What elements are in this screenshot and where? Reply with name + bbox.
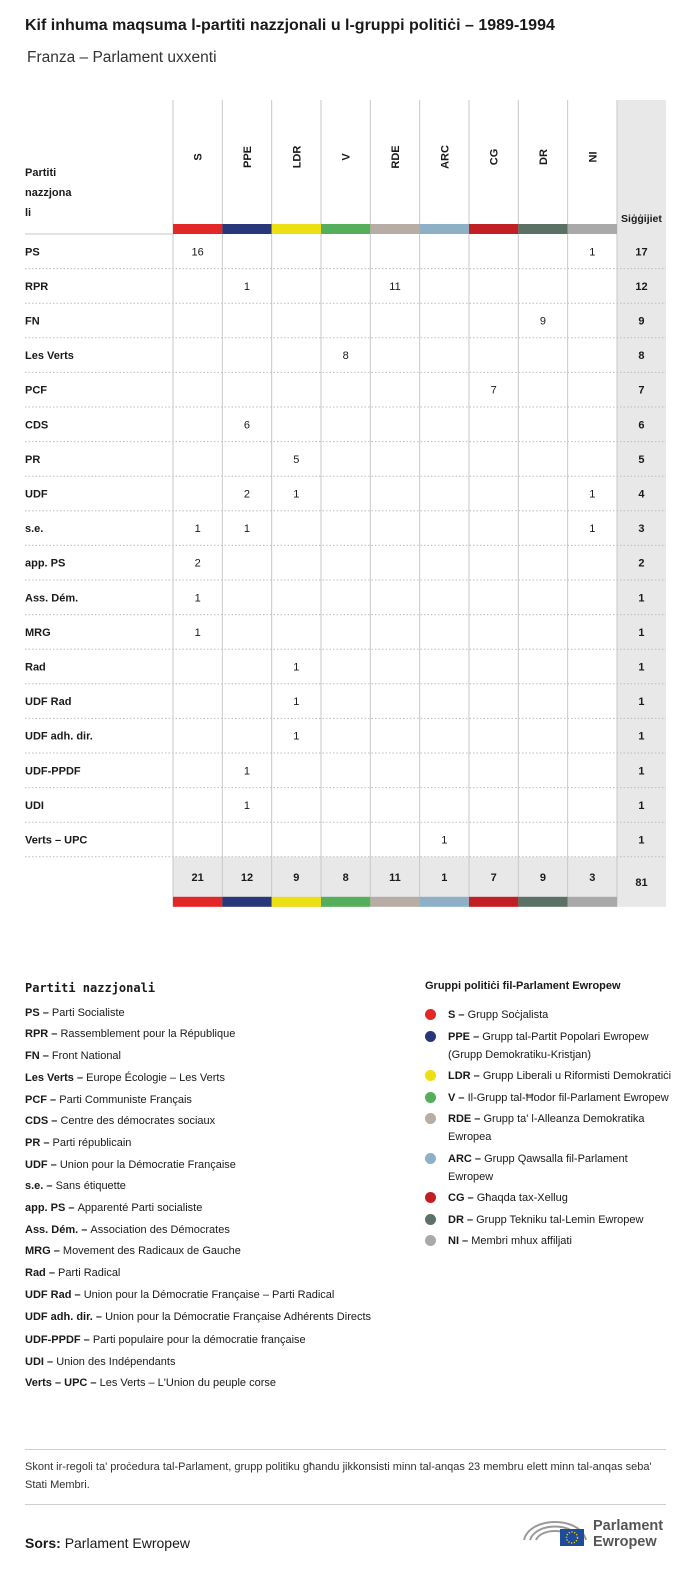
- column-header-ni: NI: [587, 151, 600, 163]
- legend-group-name: Grupp Tekniku tal-Lemin Ewropew: [476, 1213, 644, 1226]
- row-label: app. PS: [25, 557, 66, 570]
- legend-party-abbr: UDF Rad –: [25, 1288, 84, 1301]
- group-color-top-ldr: [272, 224, 321, 234]
- legend-group-name: Grupp tal-Partit Popolari Ewropew (Grupp Demokratiku-Kristjan): [448, 1030, 649, 1061]
- source-value: Parlament Ewropew: [64, 1535, 190, 1551]
- footnote: Skont ir-regoli ta' proċedura tal-Parlament, grupp politiku għandu jikkonsisti minn tal-anqas 23 membru elett minn tal-anqas seba' Stati Membri.: [25, 1449, 666, 1505]
- legend-party-abbr: PS –: [25, 1006, 52, 1019]
- row-total: 9: [638, 315, 645, 328]
- legend-party-item: [25, 1111, 385, 1133]
- group-color-top-v: [321, 224, 370, 234]
- column-total: 9: [539, 871, 547, 884]
- group-color-bottom-rde: [370, 897, 419, 907]
- legend-party-item: [25, 1024, 385, 1046]
- legend-group-item: [425, 1189, 675, 1207]
- column-header-arc: ARC: [439, 145, 452, 169]
- row-total: 4: [638, 488, 645, 501]
- group-color-top-cg: [469, 224, 518, 234]
- legend-party-item: [25, 1155, 385, 1177]
- row-label: RPR: [25, 280, 49, 293]
- legend-party-name: Parti républicain: [52, 1136, 132, 1149]
- column-header-dr: DR: [537, 149, 550, 165]
- total-header-label: Siġġijiet: [621, 213, 662, 225]
- column-total: 12: [240, 871, 254, 884]
- page-title: Kif inhuma maqsuma l-partiti nazzjonali u l-gruppi politiċi – 1989-1994: [25, 17, 555, 34]
- row-total: 1: [638, 765, 645, 778]
- column-total: 3: [589, 871, 596, 884]
- legend-party-item: [25, 1307, 385, 1331]
- legend-party-item: [25, 1373, 385, 1395]
- cell-value: 16: [191, 246, 204, 259]
- cell-value: 1: [194, 592, 201, 605]
- group-color-bottom-v: [321, 897, 370, 907]
- legend-color-dot-icon: [425, 1113, 436, 1124]
- legend-party-name: Apparenté Parti socialiste: [77, 1202, 203, 1215]
- legend-party-name: Movement des Radicaux de Gauche: [62, 1245, 241, 1258]
- legend-group-abbr: LDR –: [448, 1070, 483, 1082]
- source: [25, 1535, 190, 1551]
- row-label: s.e.: [25, 523, 44, 536]
- legend-party-abbr: FN –: [25, 1050, 52, 1063]
- legend-party-name: Union pour la Démocratie Française Adhérents Directs: [105, 1310, 372, 1323]
- legend-party-abbr: UDF –: [25, 1158, 60, 1171]
- legend-party-name: Union pour la Démocratie Française: [59, 1158, 236, 1171]
- column-total: 9: [293, 871, 300, 884]
- legend-party-item: [25, 1285, 385, 1307]
- cell-value: 1: [194, 626, 201, 639]
- legend-party-item: [25, 1263, 385, 1285]
- row-label: UDI: [25, 799, 44, 812]
- row-label: UDF-PPDF: [25, 765, 81, 778]
- legend-party-item: [25, 1046, 385, 1068]
- group-color-top-ppe: [222, 224, 271, 234]
- row-header-label: li: [25, 207, 32, 219]
- legend-color-dot-icon: [425, 1192, 436, 1203]
- group-color-top-dr: [518, 224, 567, 234]
- group-color-bottom-cg: [469, 897, 518, 907]
- cell-value: 1: [293, 661, 300, 674]
- row-label: Les Verts: [25, 350, 74, 363]
- legend-party-abbr: Verts – UPC –: [25, 1377, 100, 1390]
- legend-group-abbr: RDE –: [448, 1113, 484, 1125]
- legend-party-item: [25, 1352, 385, 1374]
- legend-group-name: Grupp Qawsalla fil-Parlament Ewropew: [448, 1152, 628, 1183]
- group-color-bottom-ldr: [272, 897, 321, 907]
- legend-group-item: [425, 1110, 675, 1146]
- row-total: 1: [638, 834, 645, 847]
- cell-value: 1: [589, 488, 596, 501]
- row-total: 1: [638, 592, 645, 605]
- row-total: 3: [638, 523, 645, 536]
- row-label: UDF Rad: [25, 696, 72, 709]
- grand-total: 81: [635, 876, 648, 889]
- cell-value: 1: [293, 488, 300, 501]
- legend-group-item: [425, 1150, 675, 1186]
- row-total: 1: [638, 730, 645, 743]
- row-label: FN: [25, 315, 40, 328]
- legend-political-groups: [425, 980, 675, 1254]
- legend-group-name: Grupp ta' l-Alleanza Demokratika Ewropea: [448, 1113, 645, 1143]
- group-color-top-rde: [370, 224, 419, 234]
- legend-color-dot-icon: [425, 1235, 436, 1246]
- legend-group-abbr: PPE –: [448, 1030, 483, 1043]
- legend-groups-title: Gruppi politiċi fil-Parlament Ewropew: [425, 980, 621, 992]
- cell-value: 1: [293, 730, 300, 743]
- column-total: 21: [191, 871, 204, 884]
- legend-party-abbr: UDF-PPDF –: [25, 1334, 93, 1347]
- row-total: 5: [638, 453, 645, 466]
- source-label: Sors:: [25, 1535, 61, 1551]
- legend-group-item: [425, 1089, 675, 1107]
- european-parliament-logo: [522, 1510, 672, 1550]
- logo-line-1: Parlament: [593, 1518, 664, 1534]
- group-color-bottom-ni: [568, 897, 617, 907]
- row-label: PS: [25, 246, 40, 259]
- logo-line-2: Ewropew: [593, 1534, 657, 1550]
- legend-group-abbr: S –: [448, 1009, 468, 1021]
- row-total: 1: [638, 696, 645, 709]
- legend-color-dot-icon: [425, 1031, 436, 1042]
- legend-party-item: [25, 1003, 385, 1025]
- cell-value: 2: [194, 557, 201, 570]
- cell-value: 8: [342, 350, 349, 363]
- legend-group-abbr: NI –: [448, 1235, 472, 1247]
- legend-party-abbr: MRG –: [25, 1245, 63, 1258]
- cell-value: 6: [243, 419, 251, 432]
- legend-party-abbr: PR –: [25, 1136, 53, 1149]
- legend-color-dot-icon: [425, 1214, 436, 1225]
- legend-party-item: [25, 1068, 385, 1090]
- row-total: 6: [638, 419, 645, 432]
- legend-group-name: Għaqda tax-Xellug: [476, 1192, 568, 1204]
- cell-value: 1: [589, 523, 596, 536]
- legend-group-name: Il-Grupp tal-Ħodor fil-Parlament Ewropew: [467, 1091, 669, 1104]
- legend-group-name: Grupp Soċjalista: [467, 1009, 549, 1021]
- legend-party-abbr: s.e. –: [25, 1180, 56, 1193]
- legend-group-item: [425, 1211, 675, 1229]
- row-header-label: Partiti: [25, 167, 57, 179]
- legend-party-item: [25, 1198, 385, 1220]
- cell-value: 1: [243, 280, 251, 293]
- legend-group-abbr: ARC –: [448, 1152, 485, 1165]
- row-total: 7: [638, 384, 645, 397]
- row-total: 1: [638, 799, 645, 812]
- hemicycle-icon: [522, 1510, 588, 1550]
- legend-party-item: [25, 1220, 385, 1242]
- legend-group-name: Membri mhux affiljati: [471, 1235, 572, 1247]
- row-total: 2: [638, 557, 645, 570]
- row-label: CDS: [25, 419, 49, 432]
- legend-party-name: Europe Écologie – Les Verts: [86, 1071, 225, 1084]
- column-total: 8: [342, 871, 349, 884]
- cell-value: 2: [243, 488, 251, 501]
- legend-parties-title: Partiti nazzjonali: [25, 981, 156, 995]
- cell-value: 9: [539, 315, 547, 328]
- legend-party-name: Union des Indépendants: [56, 1355, 176, 1368]
- legend-party-name: Les Verts – L'Union du peuple corse: [99, 1377, 276, 1390]
- group-color-bottom-s: [173, 897, 222, 907]
- legend-party-abbr: app. PS –: [25, 1202, 78, 1215]
- legend-group-item: [425, 1006, 675, 1024]
- legend-group-abbr: CG –: [448, 1192, 477, 1204]
- legend-party-item: [25, 1241, 385, 1263]
- column-total: 11: [389, 871, 401, 884]
- legend-party-abbr: Rad –: [25, 1267, 59, 1280]
- legend-party-item: [25, 1133, 385, 1155]
- legend-party-name: Sans étiquette: [55, 1180, 126, 1193]
- row-total: 12: [635, 280, 648, 293]
- legend-party-abbr: Ass. Dém. –: [25, 1223, 91, 1236]
- group-color-top-ni: [568, 224, 617, 234]
- legend-party-name: Association des Démocrates: [90, 1223, 230, 1236]
- cell-value: 1: [293, 696, 300, 709]
- legend-group-item: [425, 1232, 675, 1250]
- group-color-bottom-arc: [420, 897, 469, 907]
- cell-value: 1: [243, 765, 251, 778]
- legend-group-item: [425, 1028, 675, 1064]
- legend-party-abbr: PCF –: [25, 1093, 60, 1106]
- legend-party-name: Union pour la Démocratie Française – Parti Radical: [83, 1288, 335, 1301]
- legend-party-item: [25, 1090, 385, 1112]
- legend-group-name: Grupp Liberali u Riformisti Demokratiċi: [482, 1070, 672, 1082]
- column-header-cg: CG: [488, 148, 501, 166]
- row-total: 1: [638, 626, 645, 639]
- column-header-s: S: [192, 153, 205, 161]
- legend-party-abbr: UDF adh. dir. –: [25, 1310, 106, 1323]
- legend-party-abbr: UDI –: [25, 1355, 57, 1368]
- legend-party-abbr: RPR –: [25, 1028, 61, 1041]
- legend-color-dot-icon: [425, 1070, 436, 1081]
- legend-party-name: Front National: [51, 1050, 121, 1063]
- legend-national-parties: [25, 978, 385, 1395]
- legend-party-abbr: CDS –: [25, 1115, 61, 1128]
- row-label: Verts – UPC: [25, 834, 88, 847]
- row-total: 17: [635, 246, 648, 259]
- group-color-bottom-ppe: [222, 897, 271, 907]
- legend-party-name: Parti Socialiste: [51, 1006, 125, 1019]
- cell-value: 11: [389, 280, 401, 293]
- column-header-v: V: [340, 153, 353, 161]
- legend-party-name: Parti populaire pour la démocratie française: [92, 1334, 306, 1347]
- row-label: PR: [25, 453, 41, 466]
- legend-party-name: Rassemblement pour la République: [60, 1028, 236, 1041]
- column-header-ldr: LDR: [291, 145, 304, 169]
- row-total: 1: [638, 661, 645, 674]
- legend-color-dot-icon: [425, 1153, 436, 1164]
- legend-party-name: Centre des démocrates sociaux: [60, 1115, 216, 1128]
- column-total: 1: [441, 871, 448, 884]
- row-header-label: nazzjona: [25, 187, 72, 199]
- legend-group-item: [425, 1067, 675, 1085]
- cell-value: 1: [243, 523, 251, 536]
- legend-color-dot-icon: [425, 1092, 436, 1103]
- row-label: UDF: [25, 488, 48, 501]
- column-header-rde: RDE: [389, 145, 402, 169]
- cell-value: 5: [293, 453, 300, 466]
- cell-value: 1: [194, 523, 201, 536]
- page-subtitle: Franza – Parlament uxxenti: [27, 49, 217, 66]
- cell-value: 7: [490, 384, 497, 397]
- group-color-top-arc: [420, 224, 469, 234]
- legend-party-abbr: Les Verts –: [25, 1071, 87, 1084]
- legend-party-item: [25, 1176, 385, 1198]
- column-header-ppe: PPE: [241, 145, 254, 169]
- legend-party-name: Parti Communiste Français: [59, 1093, 192, 1106]
- row-total: 8: [638, 350, 645, 363]
- legend-party-item: [25, 1330, 385, 1352]
- row-label: PCF: [25, 384, 47, 397]
- row-label: Ass. Dém.: [25, 592, 79, 605]
- cell-value: 1: [243, 799, 251, 812]
- group-color-bottom-dr: [518, 897, 567, 907]
- cell-value: 1: [441, 834, 448, 847]
- row-label: UDF adh. dir.: [25, 730, 93, 743]
- row-label: MRG: [25, 626, 51, 639]
- column-total: 7: [490, 871, 497, 884]
- cell-value: 1: [589, 246, 596, 259]
- legend-color-dot-icon: [425, 1009, 436, 1020]
- legend-group-abbr: V –: [448, 1091, 468, 1104]
- row-label: Rad: [25, 661, 46, 674]
- legend-party-name: Parti Radical: [58, 1267, 121, 1280]
- legend-group-abbr: DR –: [448, 1213, 477, 1226]
- group-color-top-s: [173, 224, 222, 234]
